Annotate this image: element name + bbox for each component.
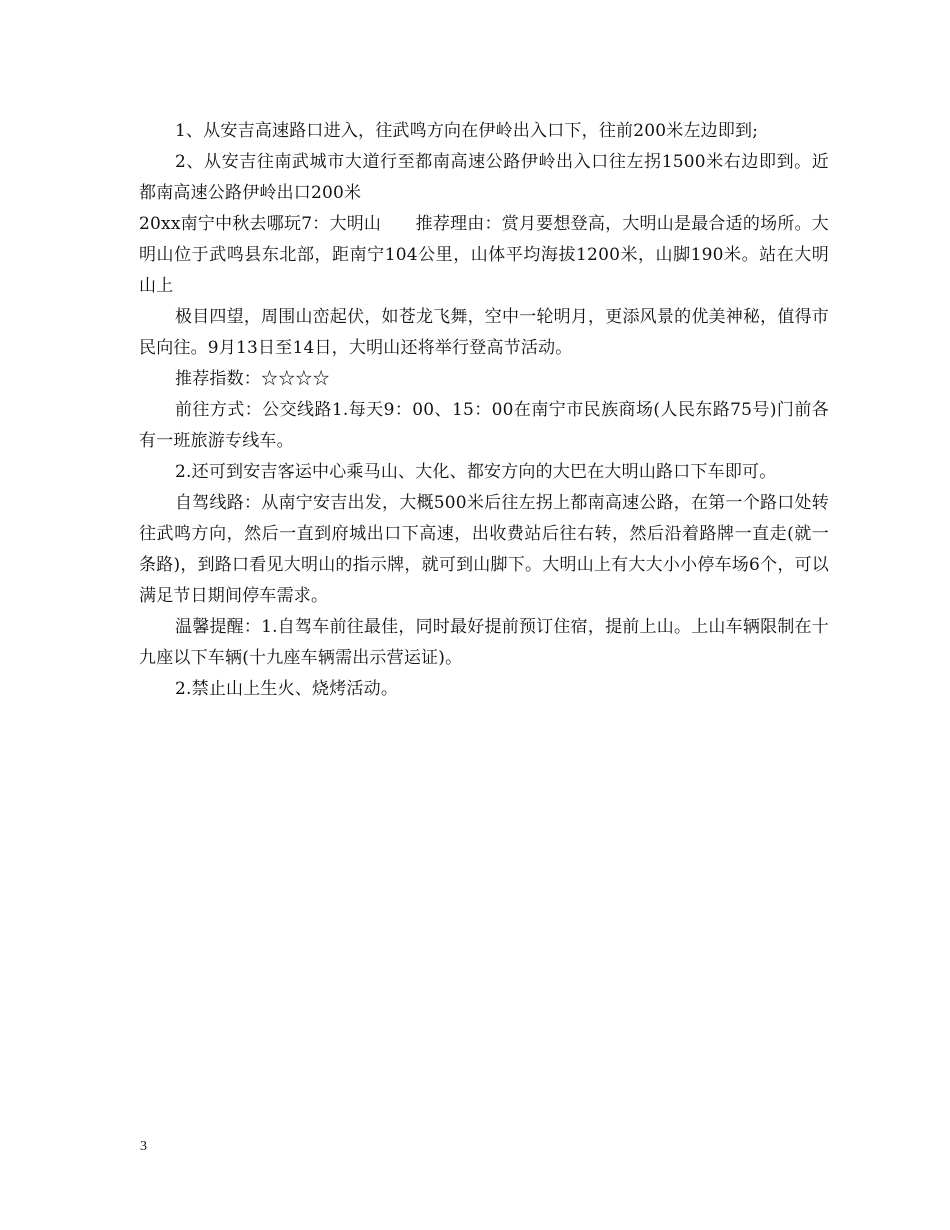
paragraph-fire-ban: 2.禁止山上生火、烧烤活动。: [175, 679, 399, 699]
paragraph-reminder: 温馨提醒：1.自驾车前往最佳，同时最好提前预订住宿，提前上山。上山车辆限制在十九座以下车辆(十九座车辆需出示营运证)。: [139, 617, 829, 668]
paragraph-rating: 推荐指数：☆☆☆☆: [175, 369, 330, 389]
paragraph-bus-alternative: 2.还可到安吉客运中心乘马山、大化、都安方向的大巴在大明山路口下车即可。: [175, 462, 777, 482]
paragraph-damingshan-intro: 20xx南宁中秋去哪玩7：大明山 推荐理由：赏月要想登高，大明山是最合适的场所。大明山位于武鸣县东北部，距南宁104公里，山体平均海拔1200米，山脚190米。站在大明山上: [139, 214, 829, 296]
paragraph-self-drive: 自驾线路：从南宁安吉出发，大概500米后往左拐上都南高速公路，在第一个路口处转往武鸣方向，然后一直到府城出口下高速，出收费站后往右转，然后沿着路牌一直走(就一条路)，到路口看见大明山的指示牌，就可到山脚下。大明山上有大大小小停车场6个，可以满足节日期间停车需求。: [139, 493, 829, 606]
paragraph-damingshan-view: 极目四望，周围山峦起伏，如苍龙飞舞，空中一轮明月，更添风景的优美神秘，值得市民向往。9月13日至14日，大明山还将举行登高节活动。: [139, 307, 829, 358]
paragraph-route-1: 1、从安吉高速路口进入，往武鸣方向在伊岭出入口下，往前200米左边即到;: [175, 121, 759, 141]
paragraph-bus-route: 前往方式：公交线路1.每天9：00、15：00在南宁市民族商场(人民东路75号)门前各有一班旅游专线车。: [139, 400, 829, 451]
paragraph-route-2: 2、从安吉往南武城市大道行至都南高速公路伊岭出入口往左拐1500米右边即到。近都南高速公路伊岭出口200米: [139, 152, 829, 203]
page-number: 3: [140, 1139, 147, 1154]
document-body: [139, 116, 829, 705]
